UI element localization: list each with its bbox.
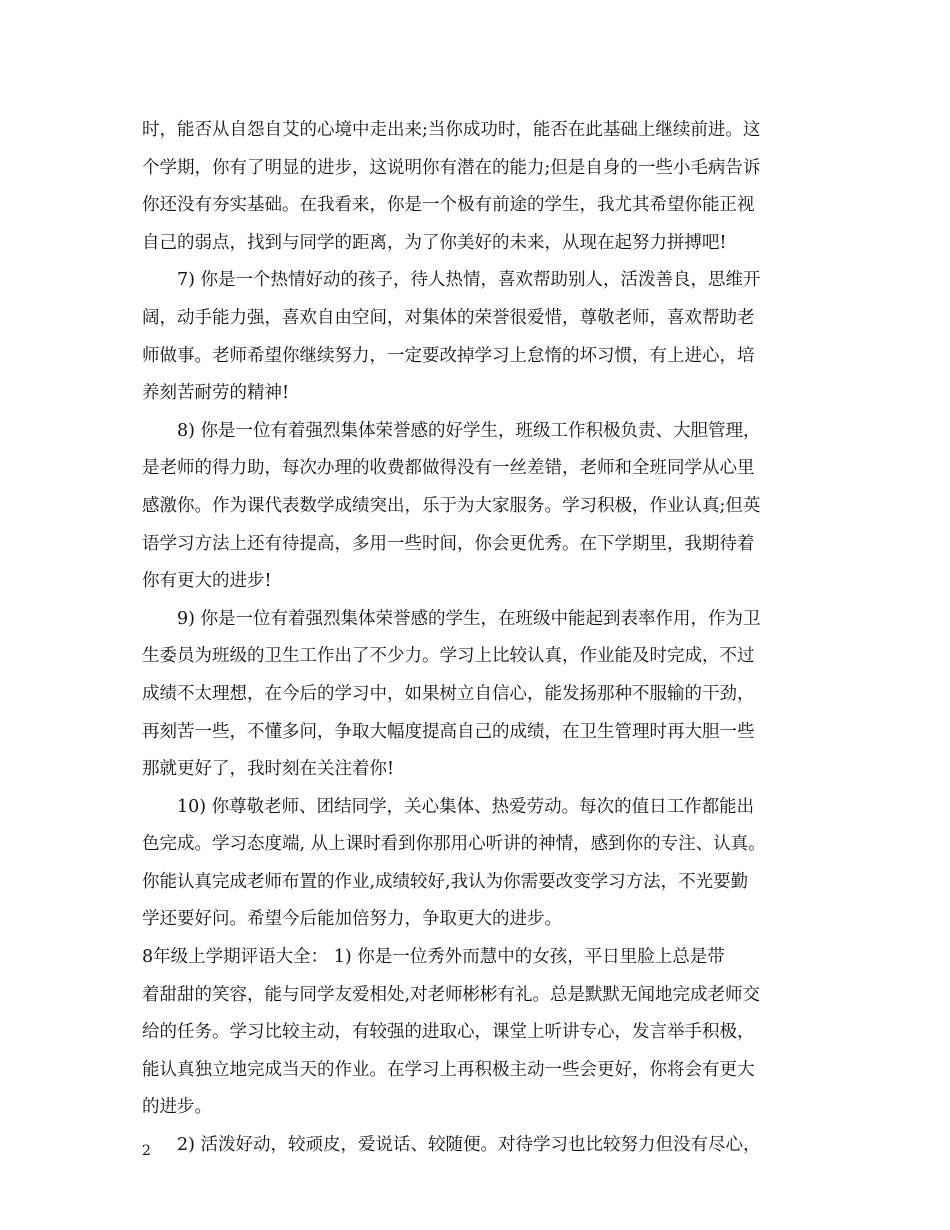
text-line: 师做事。老师希望你继续努力，一定要改掉学习上怠惰的坏习惯，有上进心，培: [142, 345, 755, 366]
text-line: 养刻苦耐劳的精神!: [142, 383, 290, 404]
text-line: 能认真独立地完成当天的作业。在学习上再积极主动一些会更好，你将会有更大: [142, 1059, 755, 1080]
text-line: 你能认真完成老师布置的作业,成绩较好,我认为你需要改变学习方法，不光要勤: [142, 871, 749, 892]
document-body: [142, 112, 810, 1165]
paragraph-start-7: 7) 你是一个热情好动的孩子，待人热情，喜欢帮助别人，活泼善良，思维开: [177, 270, 761, 291]
section-heading-line: 8年级上学期评语大全： 1) 你是一位秀外而慧中的女孩，平日里脸上总是带: [142, 947, 725, 968]
text-line: 学还要好问。希望今后能加倍努力，争取更大的进步。: [142, 909, 562, 930]
text-line: 色完成。学习态度端, 从上课时看到你那用心听讲的神情，感到你的专注、认真。: [142, 834, 766, 855]
text-line: 生委员为班级的卫生工作出了不少力。学习上比较认真，作业能及时完成，不过: [142, 646, 755, 667]
text-line: 的进步。: [142, 1097, 212, 1118]
page-number: 2: [142, 1143, 151, 1159]
text-line: 再刻苦一些，不懂多问，争取大幅度提高自己的成绩，在卫生管理时再大胆一些: [142, 721, 755, 742]
text-line: 语学习方法上还有待提高，多用一些时间，你会更优秀。在下学期里，我期待着: [142, 533, 755, 554]
text-line: 是老师的得力助，每次办理的收费都做得没有一丝差错，老师和全班同学从心里: [142, 458, 755, 479]
text-line: 成绩不太理想，在今后的学习中，如果树立自信心，能发扬那种不服输的干劲，: [142, 683, 755, 704]
text-line: 阔，动手能力强，喜欢自由空间，对集体的荣誉很爱惜，尊敬老师，喜欢帮助老: [142, 307, 755, 328]
text-line: 着甜甜的笑容，能与同学友爱相处,对老师彬彬有礼。总是默默无闻地完成老师交: [142, 984, 761, 1005]
text-line: 个学期，你有了明显的进步，这说明你有潜在的能力;但是自身的一些小毛病告诉: [142, 157, 761, 178]
paragraph-start-10: 10) 你尊敬老师、团结同学，关心集体、热爱劳动。每次的值日工作都能出: [177, 796, 755, 817]
paragraph-start-8: 8) 你是一位有着强烈集体荣誉感的好学生，班级工作积极负责、大胆管理，: [177, 420, 761, 441]
text-line: 给的任务。学习比较主动，有较强的进取心，课堂上听讲专心，发言举手积极，: [142, 1022, 755, 1043]
text-line: 感激你。作为课代表数学成绩突出，乐于为大家服务。学习积极，作业认真;但英: [142, 495, 761, 516]
paragraph-start-9: 9) 你是一位有着强烈集体荣誉感的学生，在班级中能起到表率作用，作为卫: [177, 608, 761, 629]
paragraph-start-2: 2) 活泼好动，较顽皮，爱说话、较随便。对待学习也比较努力但没有尽心，: [177, 1135, 761, 1156]
text-line: 自己的弱点，找到与同学的距离，为了你美好的未来，从现在起努力拼搏吧!: [142, 232, 727, 253]
text-line: 时，能否从自怨自艾的心境中走出来;当你成功时，能否在此基础上继续前进。这: [142, 120, 761, 140]
text-line: 那就更好了，我时刻在关注着你!: [142, 759, 395, 780]
text-line: 你还没有夯实基础。在我看来，你是一个极有前途的学生，我尤其希望你能正视: [142, 195, 755, 216]
text-line: 你有更大的进步!: [142, 571, 272, 592]
